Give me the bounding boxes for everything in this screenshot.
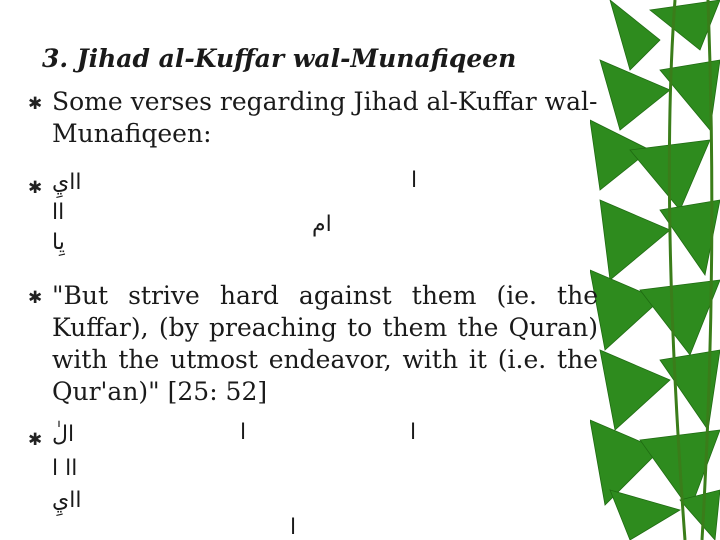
slide-title: 3. Jihad al-Kuffar wal-Munafiqeen: [42, 44, 517, 73]
arabic-text: ا: [411, 168, 418, 193]
asterisk-bullet-icon: ✱: [28, 94, 43, 114]
arabic-text: ا: [290, 515, 297, 540]
arabic-text: يِا: [52, 230, 65, 255]
bamboo-leaves-decoration: [590, 0, 720, 540]
arabic-text: ا: [240, 420, 247, 445]
arabic-text: ام: [312, 212, 332, 237]
arabic-text: اايِ: [52, 170, 82, 195]
arabic-text: ا: [410, 420, 417, 445]
arabic-text: اا: [52, 200, 65, 225]
arabic-text: اايِ: [52, 488, 82, 513]
bullet-text-translation: "But strive hard against them (ie. the Kuffar), (by preaching to them the Quran) with the utmost endeavor, with it (i.e. the Qur'an)" [25: 52]: [52, 281, 598, 406]
asterisk-bullet-icon: ✱: [28, 430, 43, 450]
bullet-text-intro: Some verses regarding Jihad al-Kuffar wal-Munafiqeen:: [52, 87, 598, 148]
asterisk-bullet-icon: ✱: [28, 288, 43, 308]
asterisk-bullet-icon: ✱: [28, 178, 43, 198]
arabic-text: اا ا: [52, 456, 78, 481]
arabic-text: الٰ: [52, 422, 75, 447]
